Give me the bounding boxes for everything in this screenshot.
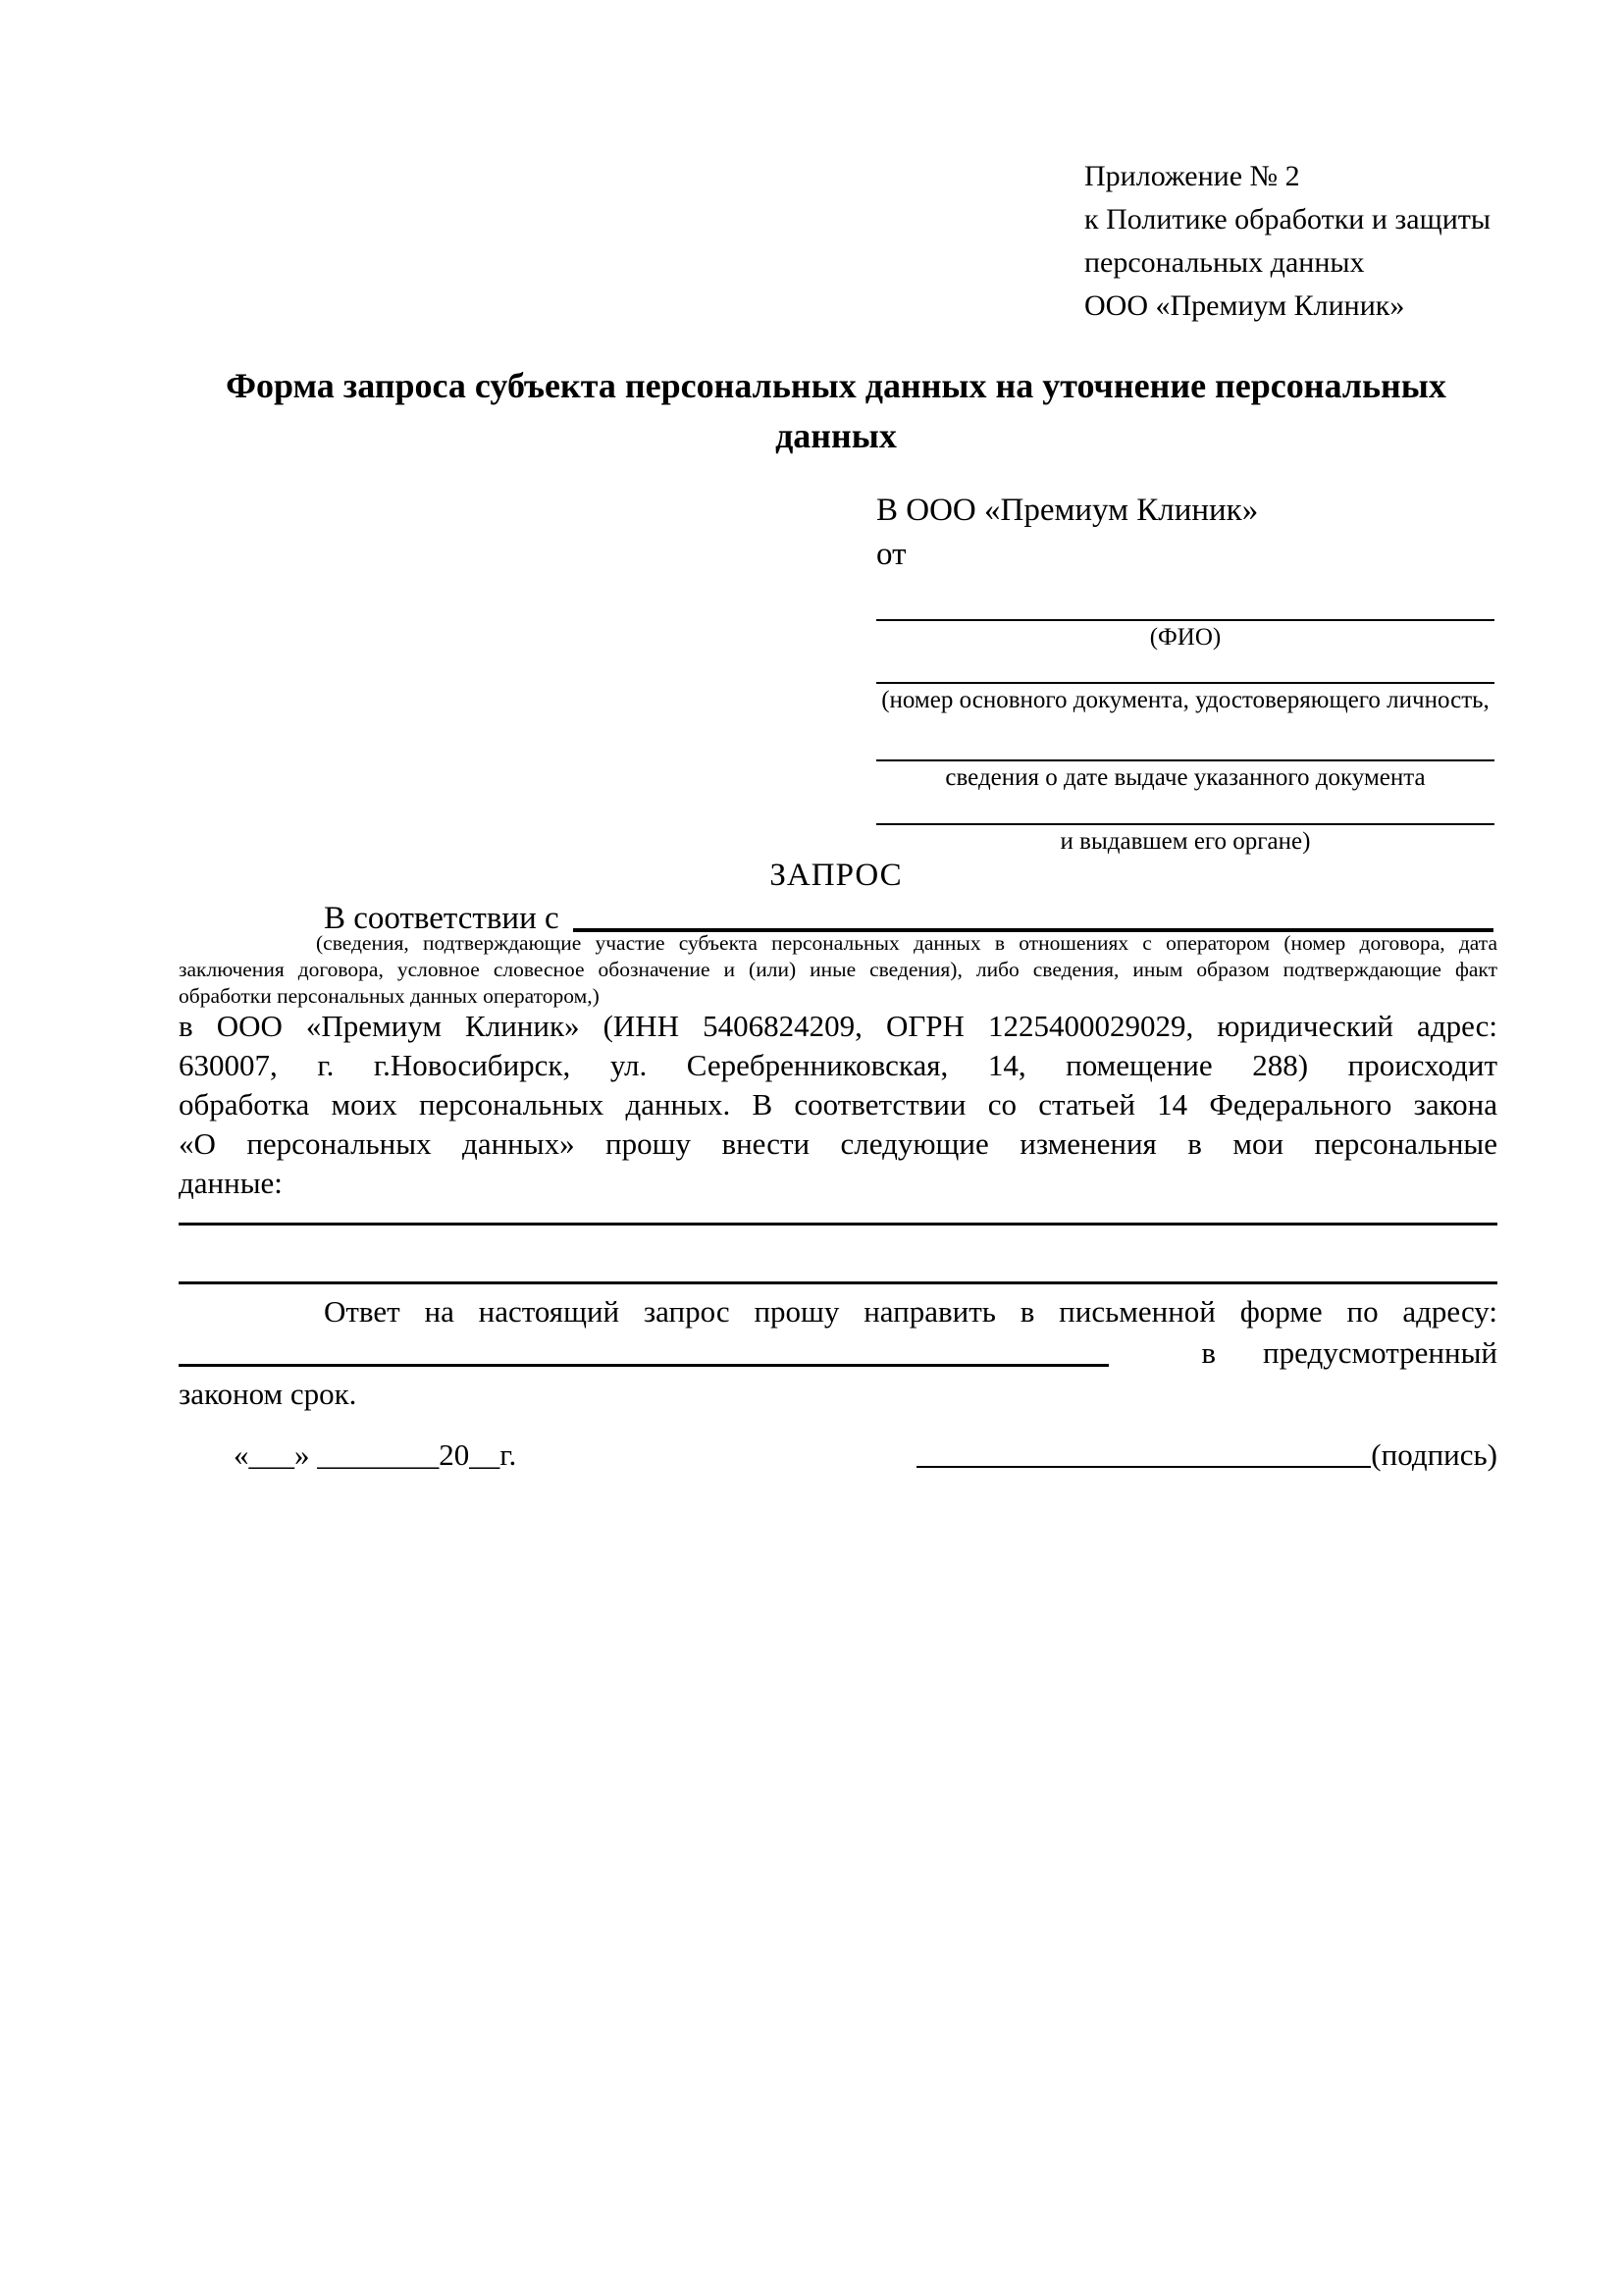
addressee-organization: В ООО «Премиум Клиник»: [876, 493, 1259, 528]
request-body-line-1: в ООО «Премиум Клиник» (ИНН 5406824209, ОГРН 1225400029029, юридический адрес:: [179, 1009, 1497, 1043]
appendix-note: [1084, 155, 1491, 328]
fio-field-label: (ФИО): [1149, 624, 1222, 651]
issue-date-field: [876, 759, 1494, 793]
issue-date-field-label: сведения о дате выдаче указанного документа: [945, 764, 1426, 791]
date-signature-row: [179, 1435, 1497, 1476]
footnote-line-2: заключения договора, условное словесное обозначение и (или) иные сведения), либо сведения, иным образом подтверждающие факт: [179, 958, 1497, 981]
request-body-line-2: 630007, г. г.Новосибирск, ул. Серебренниковская, 14, помещение 288) происходит: [179, 1048, 1497, 1082]
reply-word-predusmotrenny: предусмотренный: [1263, 1335, 1497, 1370]
identity-document-blank-line: [876, 682, 1494, 684]
signature-blank-line: [916, 1466, 1371, 1468]
request-body-line-3: обработка моих персональных данных. В соответствии со статьей 14 Федерального закона: [179, 1087, 1497, 1122]
accordance-blank-line: [573, 899, 1493, 932]
document-title: Форма запроса субъекта персональных данных на уточнение персональных данных: [226, 366, 1446, 455]
changes-blank-line-2: [179, 1281, 1497, 1284]
issuing-authority-blank-line: [876, 823, 1494, 825]
reply-paragraph: [179, 1291, 1497, 1415]
appendix-note-line-3: персональных данных: [1084, 246, 1365, 279]
addressee-from-label: от: [876, 537, 907, 572]
request-body-line-4: «О персональных данных» прошу внести следующие изменения в мои персональные: [179, 1126, 1497, 1161]
appendix-note-line-1: Приложение № 2: [1084, 160, 1300, 192]
issue-date-blank-line: [876, 759, 1494, 761]
footnote-block: [179, 930, 1497, 1010]
request-heading: ЗАПРОС: [769, 858, 903, 893]
appendix-note-line-4: ООО «Премиум Клиник»: [1084, 289, 1405, 322]
date-blank: «___» ________20__г.: [234, 1437, 517, 1472]
addressee-block: [876, 489, 1494, 857]
request-body-line-5: данные:: [179, 1166, 283, 1200]
footnote-line-3: обработки персональных данных оператором,): [179, 984, 600, 1008]
issuing-authority-field: [876, 823, 1494, 857]
footnote-line-1: (сведения, подтверждающие участие субъекта персональных данных в отношениях с оператором (номер договора, дата: [316, 931, 1497, 955]
fio-blank-line: [876, 619, 1494, 621]
fio-field: [876, 619, 1494, 652]
changes-blank-line-1: [179, 1223, 1497, 1226]
request-body: [179, 1007, 1497, 1203]
signature-label: (подпись): [1371, 1437, 1497, 1472]
signature-group: [916, 1435, 1497, 1476]
reply-address-line: [179, 1332, 1497, 1374]
issuing-authority-field-label: и выдавшем его органе): [1060, 828, 1311, 855]
reply-intro-text: Ответ на настоящий запрос прошу направить в письменной форме по адресу:: [324, 1294, 1497, 1329]
appendix-note-line-2: к Политике обработки и защиты: [1084, 203, 1492, 235]
accordance-text: В соответствии с: [324, 901, 559, 936]
identity-document-field: [876, 682, 1494, 715]
reply-ending-text: законом срок.: [179, 1377, 357, 1411]
reply-word-v: в: [1201, 1335, 1217, 1370]
identity-document-field-label: (номер основного документа, удостоверяющего личность,: [881, 687, 1490, 713]
address-blank-line: [179, 1364, 1109, 1367]
